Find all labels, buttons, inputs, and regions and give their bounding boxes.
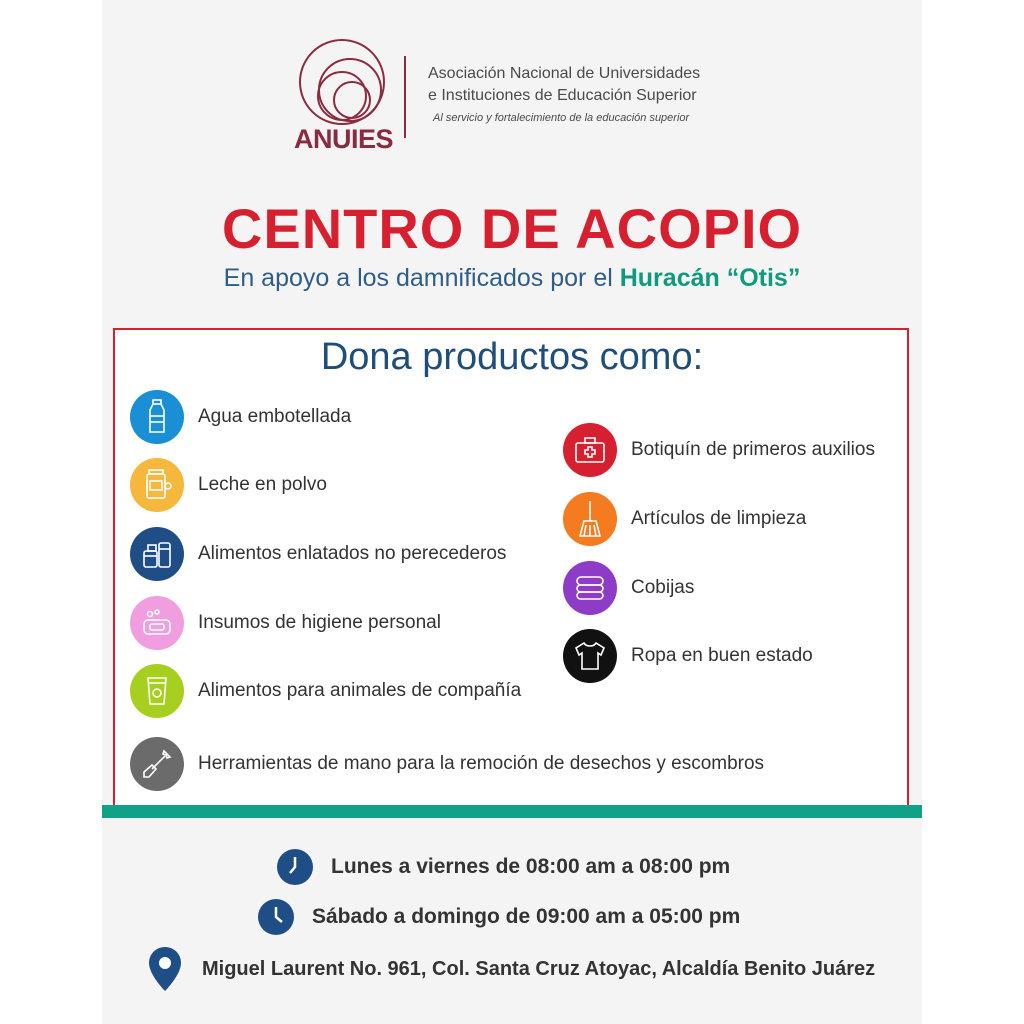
address-text: Miguel Laurent No. 961, Col. Santa Cruz Atoyac, Alcaldía Benito Juárez — [202, 957, 876, 980]
donation-item-label: Insumos de higiene personal — [198, 612, 441, 633]
broom-icon — [563, 492, 617, 546]
donation-item-label: Alimentos para animales de compañía — [198, 680, 522, 701]
donation-item-label: Agua embotellada — [198, 406, 352, 427]
first-aid-kit-icon — [563, 423, 617, 477]
schedule-weekdays — [277, 849, 730, 885]
donation-item-label: Alimentos enlatados no perecederos — [198, 543, 507, 564]
organization-name — [428, 63, 748, 107]
clock-icon — [277, 849, 313, 885]
subtitle-highlight: Huracán “Otis” — [619, 264, 801, 292]
donation-item-label: Leche en polvo — [198, 474, 327, 495]
donation-item-label: Artículos de limpieza — [631, 508, 807, 529]
donation-item-clothes — [563, 629, 813, 683]
org-name-line1: Asociación Nacional de Universidades — [428, 65, 701, 82]
shovel-icon — [130, 737, 184, 791]
address-line — [148, 946, 875, 992]
milk-powder-icon — [130, 458, 184, 512]
schedule-weekend-text: Sábado a domingo de 09:00 am a 05:00 pm — [312, 905, 741, 928]
green-divider-bar — [102, 805, 922, 818]
organization-tagline: Al servicio y fortalecimiento de la educación superior — [433, 112, 690, 124]
donation-heading: Dona productos como: — [320, 336, 704, 378]
schedule-weekdays-text: Lunes a viernes de 08:00 am a 08:00 pm — [331, 855, 731, 878]
donation-item-label: Cobijas — [631, 577, 695, 598]
schedule-weekend — [258, 899, 740, 935]
subtitle-prefix: En apoyo a los damnificados por el — [223, 264, 620, 292]
page-subtitle — [102, 264, 922, 293]
donation-item-label: Ropa en buen estado — [631, 645, 813, 666]
blanket-icon — [563, 561, 617, 615]
donation-item-water — [130, 390, 351, 444]
donation-item-label: Herramientas de mano para la remoción de desechos y escombros — [198, 753, 765, 774]
org-name-line2: e Instituciones de Educación Superior — [428, 87, 697, 104]
anuies-logo — [294, 38, 394, 156]
soap-icon — [130, 596, 184, 650]
donation-item-hygiene — [130, 596, 441, 650]
clock-icon — [258, 899, 294, 935]
page-title: CENTRO DE ACOPIO — [221, 197, 803, 260]
donation-item-canned-food — [130, 527, 506, 581]
donation-item-pet-food — [130, 664, 521, 718]
header-divider — [404, 56, 406, 138]
tshirt-icon — [563, 629, 617, 683]
donation-item-milk — [130, 458, 327, 512]
canned-food-icon — [130, 527, 184, 581]
donation-item-cleaning — [563, 492, 806, 546]
location-pin-icon — [148, 946, 182, 992]
donation-item-tools — [130, 737, 764, 791]
donation-item-blankets — [563, 561, 694, 615]
donation-item-first-aid — [563, 423, 875, 477]
water-bottle-icon — [130, 390, 184, 444]
donation-item-label: Botiquín de primeros auxilios — [631, 439, 875, 460]
pet-food-icon — [130, 664, 184, 718]
logo-wordmark: ANUIES — [294, 124, 394, 154]
